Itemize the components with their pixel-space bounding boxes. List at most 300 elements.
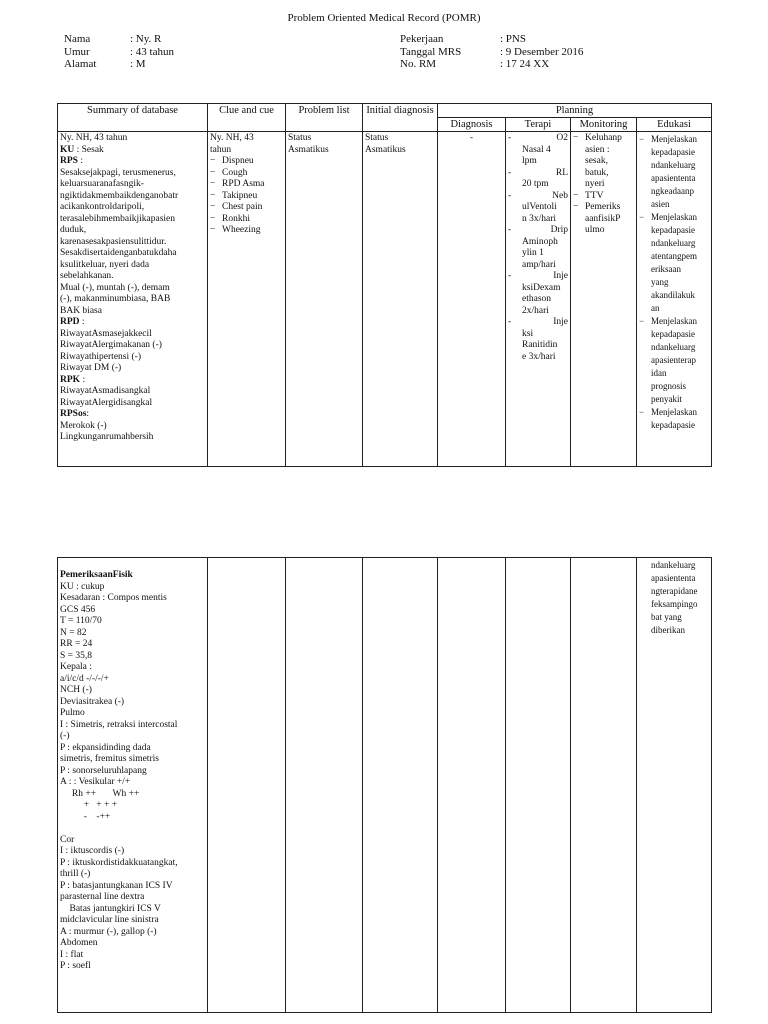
terapi-line: Ranitidin	[522, 340, 558, 350]
summary-text: keluarsuaranafasngik-	[60, 179, 144, 189]
patient-info-label: Nama	[64, 33, 91, 45]
summary-line	[60, 685, 205, 697]
summary-text: GCS 456	[60, 604, 96, 615]
edukasi-line: ndankeluarg	[651, 342, 696, 352]
edukasi-text	[651, 211, 697, 315]
summary-heading: RPK	[60, 374, 81, 385]
summary-text: acikankontroldaripoli,	[60, 202, 145, 212]
summary-line	[60, 179, 205, 191]
summary-text: RiwayatAlergimakanan (-)	[60, 340, 162, 350]
patient-info-value: : 43 tahun	[130, 45, 174, 58]
terapi-line: ksi	[522, 328, 534, 339]
clue-item	[210, 214, 283, 226]
summary-text: midclavicular line sinistra	[60, 915, 159, 925]
terapi-line: Aminoph	[522, 236, 558, 247]
summary-text: Lingkunganrumahbersih	[60, 432, 154, 442]
summary-text: KU : cukup	[60, 581, 105, 592]
monitoring-item	[573, 202, 634, 237]
summary-line	[60, 674, 205, 686]
summary-line	[60, 754, 205, 766]
edukasi-line: Menjelaskan	[651, 316, 697, 326]
summary-line	[60, 409, 205, 421]
terapi-line: ulVentoli	[522, 202, 557, 212]
summary-line	[60, 950, 205, 962]
terapi-line: ylin 1	[522, 248, 544, 258]
summary-text: Rh ++ Wh ++	[60, 788, 140, 799]
edukasi-item	[639, 211, 709, 315]
clue-item-text: Chest pain	[222, 202, 263, 212]
summary-text: Deviasitrakea (-)	[60, 696, 125, 707]
edukasi-line: ngterapidane	[651, 586, 698, 596]
summary-line	[60, 570, 205, 582]
terapi-line: Drip	[550, 225, 568, 235]
summary-heading: RPS	[60, 156, 78, 166]
edukasi-line: penyakit	[651, 394, 682, 404]
summary-line	[60, 731, 205, 743]
edukasi-line: atentangpem	[651, 251, 697, 261]
clue-item	[210, 202, 283, 214]
monitoring-text	[585, 202, 620, 237]
summary-text: S = 35,8	[60, 650, 93, 661]
clue-item-text: RPD Asma	[222, 179, 265, 189]
summary-line	[60, 800, 205, 812]
summary-line	[60, 777, 205, 789]
summary-line	[60, 271, 205, 283]
summary-line	[60, 225, 205, 237]
summary-line	[60, 697, 205, 709]
summary-line	[60, 605, 205, 617]
problem-line: Status	[288, 133, 312, 143]
summary-text: duduk,	[60, 225, 87, 235]
edukasi-cell	[637, 132, 712, 467]
summary-text	[60, 823, 62, 833]
edukasi-line: kepadapasie	[651, 147, 695, 157]
bullet-dash: −	[573, 202, 579, 212]
edukasi-text	[651, 315, 697, 406]
summary-line	[60, 927, 205, 939]
summary-text: Riwayat DM (-)	[60, 363, 122, 373]
summary-line	[60, 202, 205, 214]
clue-item-text: Ronkhi	[222, 213, 250, 224]
summary-text: thrill (-)	[60, 869, 91, 879]
patient-info-value: : PNS	[500, 33, 526, 45]
edukasi-line: ngkeadaanp	[651, 186, 694, 196]
summary-line	[60, 352, 205, 364]
bullet-dash: -	[508, 317, 512, 327]
summary-line	[60, 329, 205, 341]
monitoring-item	[573, 191, 634, 203]
monitoring-text	[585, 191, 603, 203]
summary-heading: KU	[60, 144, 75, 155]
summary-line	[60, 398, 205, 410]
patient-info-label: Umur	[64, 45, 90, 58]
terapi-text	[522, 317, 568, 363]
patient-info-value: : Ny. R	[130, 33, 162, 45]
summary-text: P : sonorseluruhlapang	[60, 765, 147, 776]
edukasi-item	[639, 133, 709, 211]
patient-info-row	[400, 46, 583, 59]
patient-info-row	[64, 58, 174, 71]
terapi-item	[508, 133, 568, 168]
summary-line	[60, 846, 205, 858]
bullet-dash: −	[210, 167, 216, 178]
patient-info-left	[64, 33, 174, 71]
summary-text: P : batasjantungkanan ICS IV	[60, 880, 173, 891]
document-title: Problem Oriented Medical Record (POMR)	[287, 12, 481, 24]
edukasi-line: apasiententa	[651, 173, 696, 183]
patient-info-label: Tanggal MRS	[400, 45, 462, 58]
edukasi-line: kepadapasie	[651, 225, 695, 235]
clue-cell	[208, 132, 286, 467]
bullet-dash: −	[639, 134, 645, 144]
clue-item	[210, 156, 283, 168]
monitoring-item	[573, 133, 634, 191]
bullet-dash: -	[508, 190, 512, 201]
summary-line	[60, 593, 205, 605]
terapi-line: O2	[556, 133, 568, 143]
terapi-item	[508, 317, 568, 363]
bullet-dash: −	[639, 212, 645, 222]
summary-line	[60, 317, 205, 329]
summary-line	[60, 961, 205, 973]
summary-text: Batas jantungkiri ICS V	[60, 903, 161, 914]
summary-line	[60, 892, 205, 904]
edukasi-line: apasienterap	[651, 355, 696, 365]
terapi-text	[522, 133, 568, 168]
clue-line: tahun	[210, 144, 232, 155]
clue-cell-continued	[208, 558, 286, 1013]
summary-text: P : ekpansidinding dada	[60, 742, 151, 753]
clue-item-text: Cough	[222, 167, 248, 178]
summary-line	[60, 628, 205, 640]
edukasi-line: akandilakuk	[651, 290, 695, 300]
patient-info-value: : M	[130, 58, 146, 70]
summary-text: ngiktidakmembaikdenganobatr	[60, 190, 179, 201]
summary-line	[60, 812, 205, 824]
terapi-line: Nasal 4	[522, 144, 551, 155]
terapi-line: 2x/hari	[522, 305, 549, 316]
pomr-table-page1	[57, 103, 712, 467]
problem-cell-continued	[286, 558, 363, 1013]
clue-item	[210, 168, 283, 180]
summary-text: sebelahkanan.	[60, 271, 114, 281]
terapi-line: n 3x/hari	[522, 213, 557, 224]
summary-line	[60, 766, 205, 778]
summary-line	[60, 720, 205, 732]
clue-line: Ny. NH, 43	[210, 133, 254, 143]
summary-line	[60, 616, 205, 628]
terapi-cell	[506, 132, 571, 467]
edukasi-line: ndankeluarg	[651, 160, 696, 170]
summary-text: RiwayatAsmadisangkal	[60, 386, 151, 396]
summary-line	[60, 904, 205, 916]
clue-item-text: Takipneu	[222, 190, 258, 201]
summary-heading-rest: :	[79, 317, 85, 327]
bullet-dash: −	[639, 407, 645, 417]
problem-cell	[286, 132, 363, 467]
edukasi-item	[639, 315, 709, 406]
bullet-dash: -	[508, 271, 512, 281]
bullet-dash: −	[210, 202, 216, 212]
summary-text: Sesaksejakpagi, terusmenerus,	[60, 167, 176, 178]
edukasi-line: ndankeluarg	[651, 560, 696, 570]
edukasi-line: idan	[651, 368, 667, 378]
edukasi-line: diberikan	[651, 625, 685, 635]
bullet-dash: −	[210, 179, 216, 189]
summary-text: I : flat	[60, 949, 84, 960]
summary-line	[60, 938, 205, 950]
monitoring-text	[585, 133, 622, 191]
summary-line	[60, 708, 205, 720]
summary-line	[60, 306, 205, 318]
terapi-line: Neb	[552, 190, 568, 201]
edukasi-line: eriksaan	[651, 264, 681, 274]
summary-text: ksulitkeluar, nyeri dada	[60, 259, 150, 270]
header-initial: Initial diagnosis	[363, 104, 438, 132]
header-edukasi: Edukasi	[637, 118, 712, 132]
header-planning: Planning	[438, 104, 712, 118]
clue-item	[210, 191, 283, 203]
summary-line	[60, 835, 205, 847]
bullet-dash: −	[210, 190, 216, 201]
summary-line	[60, 651, 205, 663]
edukasi-line: yang	[651, 277, 669, 287]
patient-info-row	[400, 33, 583, 46]
summary-text: Mual (-), muntah (-), demam	[60, 282, 170, 293]
summary-line	[60, 881, 205, 893]
summary-line	[60, 294, 205, 306]
terapi-cell-continued	[506, 558, 571, 1013]
monitoring-cell-continued	[571, 558, 637, 1013]
terapi-item	[508, 225, 568, 271]
summary-heading-rest: :	[86, 409, 90, 419]
summary-text: RiwayatAsmasejakkecil	[60, 328, 152, 339]
initial-line: Asmatikus	[365, 144, 406, 155]
summary-text: N = 82	[60, 627, 87, 638]
summary-text: (-), makanminumbiasa, BAB	[60, 294, 171, 304]
patient-info-right	[400, 33, 583, 71]
summary-text: P : iktuskordistidakkuatangkat,	[60, 857, 178, 868]
physical-exam-cell	[58, 558, 208, 1013]
summary-text: (-)	[60, 731, 70, 741]
clue-item-text: Dispneu	[222, 156, 254, 166]
monitoring-line: Pemeriks	[585, 202, 621, 212]
edukasi-line: prognosis	[651, 381, 687, 391]
summary-line	[60, 386, 205, 398]
summary-line	[60, 432, 205, 444]
summary-line	[60, 662, 205, 674]
bullet-dash: −	[639, 316, 645, 326]
edukasi-line: Menjelaskan	[651, 212, 697, 222]
patient-info-label: No. RM	[400, 58, 437, 70]
summary-line	[60, 375, 205, 387]
clue-item	[210, 225, 283, 237]
monitoring-line: ulmo	[585, 225, 605, 235]
edukasi-line: kepadapasie	[651, 420, 695, 430]
summary-line	[60, 156, 205, 168]
terapi-line: RL	[555, 167, 568, 178]
summary-text: Ny. NH, 43 tahun	[60, 133, 128, 143]
summary-heading-rest: :	[77, 156, 83, 166]
terapi-item	[508, 271, 568, 317]
summary-line	[60, 743, 205, 755]
summary-line	[60, 363, 205, 375]
initial-diagnosis-cell	[363, 132, 438, 467]
summary-line	[60, 214, 205, 226]
bullet-dash: -	[508, 133, 512, 143]
terapi-text	[522, 168, 568, 191]
summary-line	[60, 248, 205, 260]
summary-text: I : iktuscordis (-)	[60, 846, 125, 856]
summary-text: Abdomen	[60, 938, 98, 948]
summary-line	[60, 133, 205, 145]
terapi-line: 20 tpm	[522, 179, 549, 189]
summary-line	[60, 283, 205, 295]
edukasi-text	[651, 406, 697, 432]
patient-info-value: : 9 Desember 2016	[500, 45, 584, 58]
diagnosis-cell: -	[438, 132, 506, 467]
summary-line	[60, 260, 205, 272]
terapi-text	[522, 271, 568, 317]
edukasi-line: bat yang	[651, 612, 682, 622]
bullet-dash: -	[508, 167, 512, 178]
summary-line	[60, 237, 205, 249]
terapi-line: Inje	[553, 271, 568, 281]
summary-text: a/i/c/d -/-/-/+	[60, 673, 109, 684]
pomr-table-page2	[57, 557, 712, 1013]
summary-heading: RPD	[60, 317, 80, 327]
summary-text: Sesakdisertaidenganbatukdaha	[60, 248, 177, 258]
initial-diagnosis-cell-continued	[363, 558, 438, 1013]
summary-text: RiwayatAlergidisangkal	[60, 397, 153, 408]
header-terapi: Terapi	[506, 118, 571, 132]
terapi-text	[522, 191, 568, 226]
edukasi-cell-continued	[637, 558, 712, 1013]
summary-heading-rest: :	[80, 374, 86, 385]
patient-info-label: Alamat	[64, 58, 97, 70]
bullet-dash: −	[573, 133, 579, 143]
bullet-dash: −	[210, 225, 216, 235]
summary-line	[60, 915, 205, 927]
monitoring-line: sesak,	[585, 156, 608, 166]
summary-line	[60, 145, 205, 157]
summary-text: parasternal line dextra	[60, 892, 145, 902]
monitoring-line: TTV	[585, 190, 604, 201]
edukasi-line: kepadapasie	[651, 329, 695, 339]
summary-text: NCH (-)	[60, 685, 92, 695]
terapi-line: ksiDexam	[522, 282, 561, 293]
terapi-text	[522, 225, 568, 271]
patient-info-label: Pekerjaan	[400, 33, 444, 45]
patient-info-row	[64, 33, 174, 46]
bullet-dash: −	[210, 213, 216, 224]
summary-cell	[58, 132, 208, 467]
edukasi-line: ndankeluarg	[651, 238, 696, 248]
bullet-dash: −	[210, 156, 216, 166]
edukasi-line: an	[651, 303, 660, 313]
monitoring-line: Keluhanp	[585, 133, 622, 143]
summary-line	[60, 421, 205, 433]
terapi-item	[508, 168, 568, 191]
summary-text: - -++	[60, 811, 111, 822]
summary-text: Cor	[60, 834, 75, 845]
summary-text: I : Simetris, retraksi intercostal	[60, 719, 178, 730]
summary-line	[60, 789, 205, 801]
header-clue: Clue and cue	[208, 104, 286, 132]
monitoring-line: aanfisikP	[585, 213, 621, 224]
monitoring-line: nyeri	[585, 179, 605, 189]
summary-text: simetris, fremitus simetris	[60, 754, 159, 764]
summary-text: T = 110/70	[60, 616, 102, 626]
summary-text: Kepala :	[60, 662, 92, 672]
terapi-line: lpm	[522, 156, 537, 166]
terapi-item	[508, 191, 568, 226]
edukasi-line: feksampingo	[651, 599, 698, 609]
summary-line	[60, 168, 205, 180]
terapi-line: e 3x/hari	[522, 351, 556, 362]
edukasi-line: apasiententa	[651, 573, 696, 583]
summary-line	[60, 869, 205, 881]
summary-text: + + + +	[60, 800, 118, 810]
header-diagnosis: Diagnosis	[438, 118, 506, 132]
summary-heading: PemeriksaanFisik	[60, 570, 133, 580]
initial-line: Status	[365, 133, 389, 143]
header-monitoring: Monitoring	[571, 118, 637, 132]
patient-info-row	[64, 46, 174, 59]
bullet-dash: -	[508, 225, 512, 235]
summary-text: P : soefl	[60, 961, 91, 971]
edukasi-text	[651, 133, 697, 211]
edukasi-line: Menjelaskan	[651, 134, 697, 144]
header-problem: Problem list	[286, 104, 363, 132]
summary-text: Kesadaran : Compos mentis	[60, 593, 167, 603]
summary-text: A : : Vesikular +/+	[60, 777, 131, 787]
summary-line	[60, 340, 205, 352]
summary-text: Pulmo	[60, 708, 85, 718]
edukasi-item	[639, 406, 709, 432]
summary-line	[60, 191, 205, 203]
monitoring-cell	[571, 132, 637, 467]
bullet-dash: −	[573, 190, 579, 201]
summary-line	[60, 582, 205, 594]
patient-info-value: : 17 24 XX	[500, 58, 550, 70]
problem-line: Asmatikus	[288, 144, 329, 155]
summary-heading: RPSos	[60, 409, 87, 419]
terapi-line: ethason	[522, 294, 552, 304]
summary-text: karenasesakpasiensulittidur.	[60, 236, 167, 247]
summary-text: A : murmur (-), gallop (-)	[60, 926, 157, 937]
diagnosis-cell-continued	[438, 558, 506, 1013]
summary-line	[60, 823, 205, 835]
patient-info-row	[400, 58, 583, 71]
summary-text: terasalebihmembaikjikapasien	[60, 213, 176, 224]
summary-text: BAK biasa	[60, 305, 102, 316]
clue-item	[210, 179, 283, 191]
edukasi-line: Menjelaskan	[651, 407, 697, 417]
clue-item-text: Wheezing	[222, 225, 261, 235]
terapi-line: Inje	[553, 317, 568, 327]
summary-text: RR = 24	[60, 639, 93, 649]
summary-text: Merokok (-)	[60, 420, 107, 431]
header-summary: Summary of database	[58, 104, 208, 132]
monitoring-line: batuk,	[585, 167, 609, 178]
edukasi-line: asien	[651, 199, 670, 209]
summary-line	[60, 639, 205, 651]
summary-text: Riwayathipertensi (-)	[60, 351, 141, 362]
monitoring-line: asien :	[585, 144, 610, 155]
terapi-line: amp/hari	[522, 259, 556, 270]
summary-line	[60, 858, 205, 870]
